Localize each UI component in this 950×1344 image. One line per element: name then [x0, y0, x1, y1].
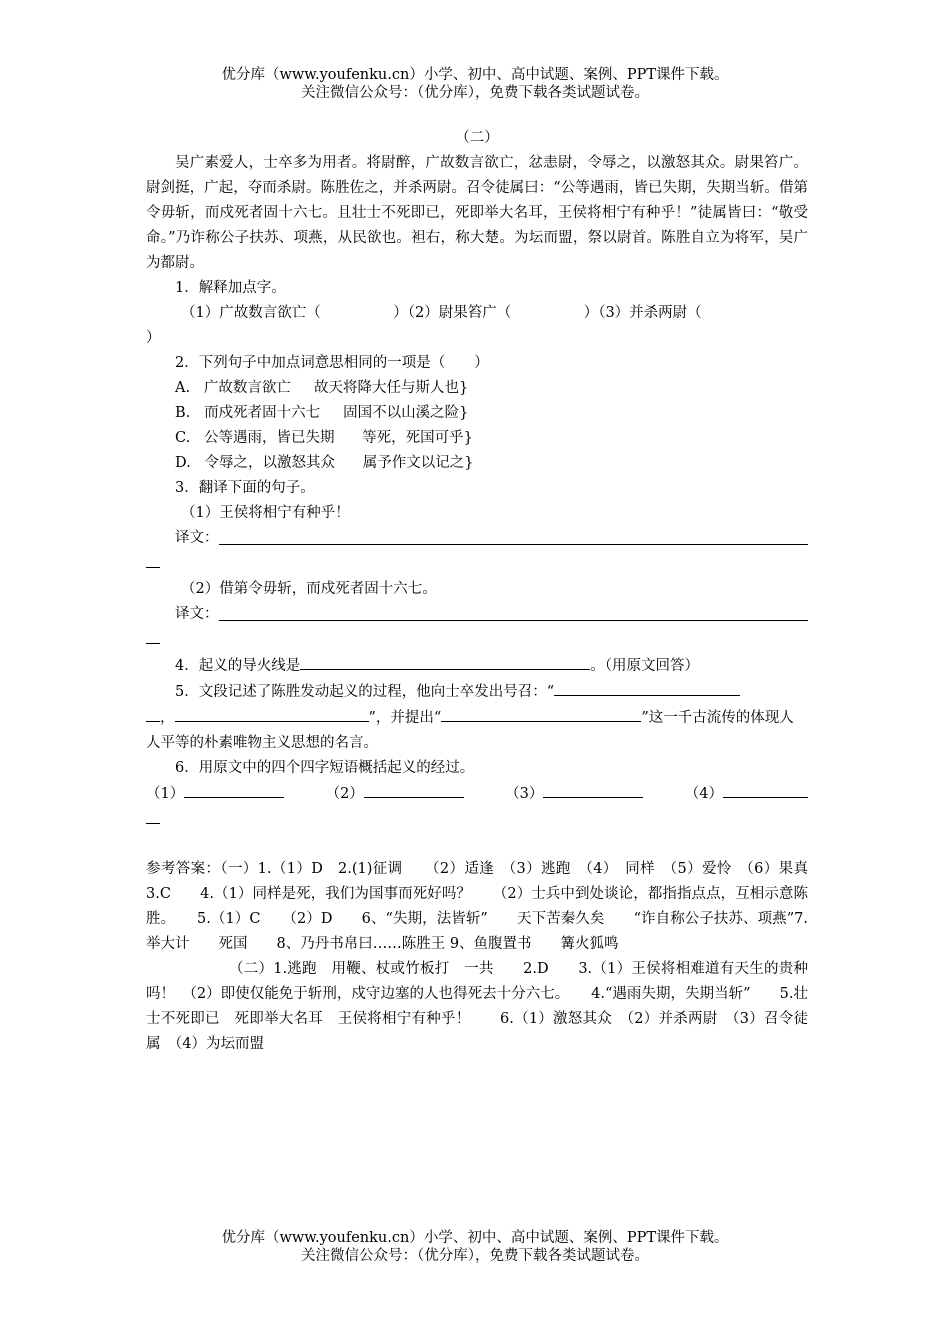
answer-blank[interactable]: [723, 781, 808, 798]
translation-overflow-1: [146, 551, 808, 577]
page-footer: [0, 1229, 950, 1265]
option-letter: B.: [175, 405, 191, 421]
passage-text: 吴广素爱人，士卒多为用者。将尉醉，广故数言欲亡，忿恚尉，令辱之，以激怒其众。尉果笞广。尉剑挺，广起，夺而杀尉。陈胜佐之，并杀两尉。召令徒属曰：“公等遇雨，皆已失期，失期当斩。借第令毋斩，而戍死者固十六七。且壮士不死即已，死即举大名耳，王侯将相宁有种乎！”徒属皆曰：“敬受命。”乃诈称公子扶苏、项燕，从民欲也。袒右，称大楚。为坛而盟，祭以尉首。陈胜自立为将军，吴广为都尉。: [146, 155, 808, 271]
answer-blank[interactable]: [364, 781, 464, 798]
translation-label: 译文：: [175, 530, 219, 546]
footer-line-1: 优分库（www.youfenku.cn）小学、初中、高中试题、案例、PPT课件下载。: [221, 1230, 729, 1246]
translation-blank[interactable]: [219, 604, 809, 621]
option-letter: A.: [175, 380, 191, 396]
question-3-sentence-1: （1）王侯将相宁有种乎！: [181, 505, 350, 521]
translation-line-2: [146, 602, 808, 627]
option-right: 等死，死国可乎}: [362, 430, 473, 446]
answer-blank[interactable]: [184, 781, 284, 798]
q6-blank-3: [505, 781, 643, 807]
question-2-option-c: [146, 426, 808, 451]
underline-fragment: [146, 627, 160, 644]
underline-fragment: [146, 551, 160, 568]
question-2-option-b: [146, 401, 808, 426]
question-5-prefix: 5．文段记述了陈胜发动起义的过程，他向士卒发出号召：“: [175, 684, 555, 700]
question-1-items: （1）广故数言欲亡（ ）（2）尉果笞广（ ）（3）并杀两尉（: [181, 305, 702, 321]
option-left: 公等遇雨，皆已失期: [204, 430, 335, 446]
option-left: 令辱之，以激怒其众: [204, 455, 336, 471]
underline-fragment: [146, 807, 160, 824]
question-6-overflow: [146, 807, 808, 833]
option-left: 广故数言欲亡: [203, 380, 291, 396]
main-content: [146, 126, 837, 1057]
option-letter: D.: [175, 455, 191, 471]
question-1-title: 1．解释加点字。: [175, 280, 286, 296]
question-2-option-d: [146, 451, 808, 476]
header-line-2: 关注微信公众号：（优分库），免费下载各类试题试卷。: [301, 85, 649, 101]
q6-label: （2）: [325, 786, 364, 802]
translation-overflow-2: [146, 627, 808, 653]
question-4-suffix: 。（用原文回答）: [590, 658, 699, 674]
question-5-line-2: [146, 705, 808, 756]
spacer: [146, 833, 808, 857]
q6-blank-2: [326, 781, 464, 807]
option-right: 固国不以山溪之险}: [343, 405, 469, 421]
question-3-title: 3．翻译下面的句子。: [175, 480, 315, 496]
option-left: 而戍死者固十六七: [204, 405, 321, 421]
section-title: （二）: [455, 130, 499, 146]
q6-label: （1）: [146, 786, 185, 802]
question-5-line-1: [146, 679, 808, 705]
translation-label: 译文：: [175, 606, 219, 622]
question-5-mid: ”，并提出“: [368, 710, 442, 726]
header-line-1: 优分库（www.youfenku.cn）小学、初中、高中试题、案例、PPT课件下载。: [221, 67, 729, 83]
answer-blank[interactable]: [300, 653, 590, 670]
answer-blank[interactable]: [543, 781, 643, 798]
answer-blank[interactable]: [441, 705, 641, 722]
answer-blank[interactable]: [146, 705, 160, 722]
question-6-blanks: [146, 781, 808, 807]
question-4-prefix: 4．起义的导火线是: [175, 658, 301, 674]
question-6-title: 6．用原文中的四个四字短语概括起义的经过。: [175, 760, 475, 776]
question-1-line: [146, 301, 808, 326]
footer-line-2: 关注微信公众号：（优分库），免费下载各类试题试卷。: [301, 1248, 649, 1264]
q6-blank-4: [685, 781, 808, 807]
option-letter: C.: [175, 430, 191, 446]
answer-blank[interactable]: [554, 679, 740, 696]
option-right: 属予作文以记之}: [362, 455, 474, 471]
q6-label: （4）: [684, 786, 723, 802]
question-4: [146, 653, 808, 679]
question-5-end: ”这一千古流传的体现人人平等的朴素唯物主义思想的名言。: [146, 710, 794, 751]
page-header: [0, 66, 950, 102]
question-3-sentence-2: （2）借第令毋斩，而戍死者固十六七。: [181, 581, 437, 597]
question-2-title: 2．下列句子中加点词意思相同的一项是（ ）: [175, 355, 489, 371]
question-5-comma: ，: [160, 710, 175, 726]
question-1-tail: ）: [146, 330, 161, 346]
answer-key-part-2: （二）1.逃跑 用鞭、杖或竹板打 一共 2.D 3.（1）王侯将相难道有天生的贵种吗！ （2）即使仅能免于斩刑，戍守边塞的人也得死去十分六七。 4.“遇雨失期，失期当斩” 5.壮士不死即已 死即举大名耳 王侯将相宁有种乎！ 6.（1）激怒其众 （2）并杀两尉 （3）召令徒属 （4）为坛而盟: [146, 961, 808, 1052]
q6-label: （3）: [505, 786, 544, 802]
option-right: 故天将降大任与斯人也}: [313, 380, 469, 396]
answer-blank[interactable]: [175, 705, 369, 722]
question-2-option-a: [146, 376, 808, 401]
translation-line-1: [146, 526, 808, 551]
translation-blank[interactable]: [219, 528, 809, 545]
q6-blank-1: [146, 781, 284, 807]
answer-key-part-1: 参考答案：（一）1.（1）D 2.(1)征调 （2）适逢 （3）逃跑 （4） 同样 （5）爱怜 （6）果真 3.C 4.（1）同样是死，我们为国事而死好吗？ （2）士兵中到处谈论，都指指点点，互相示意陈胜。 5.（1）C （2）D 6、“失期，法皆斩” 天下苦秦久矣 “诈自称公子扶苏、项燕”7.举大计 死国 8、乃丹书帛曰……陈胜王 9、鱼腹置书 篝火狐鸣: [146, 861, 837, 952]
